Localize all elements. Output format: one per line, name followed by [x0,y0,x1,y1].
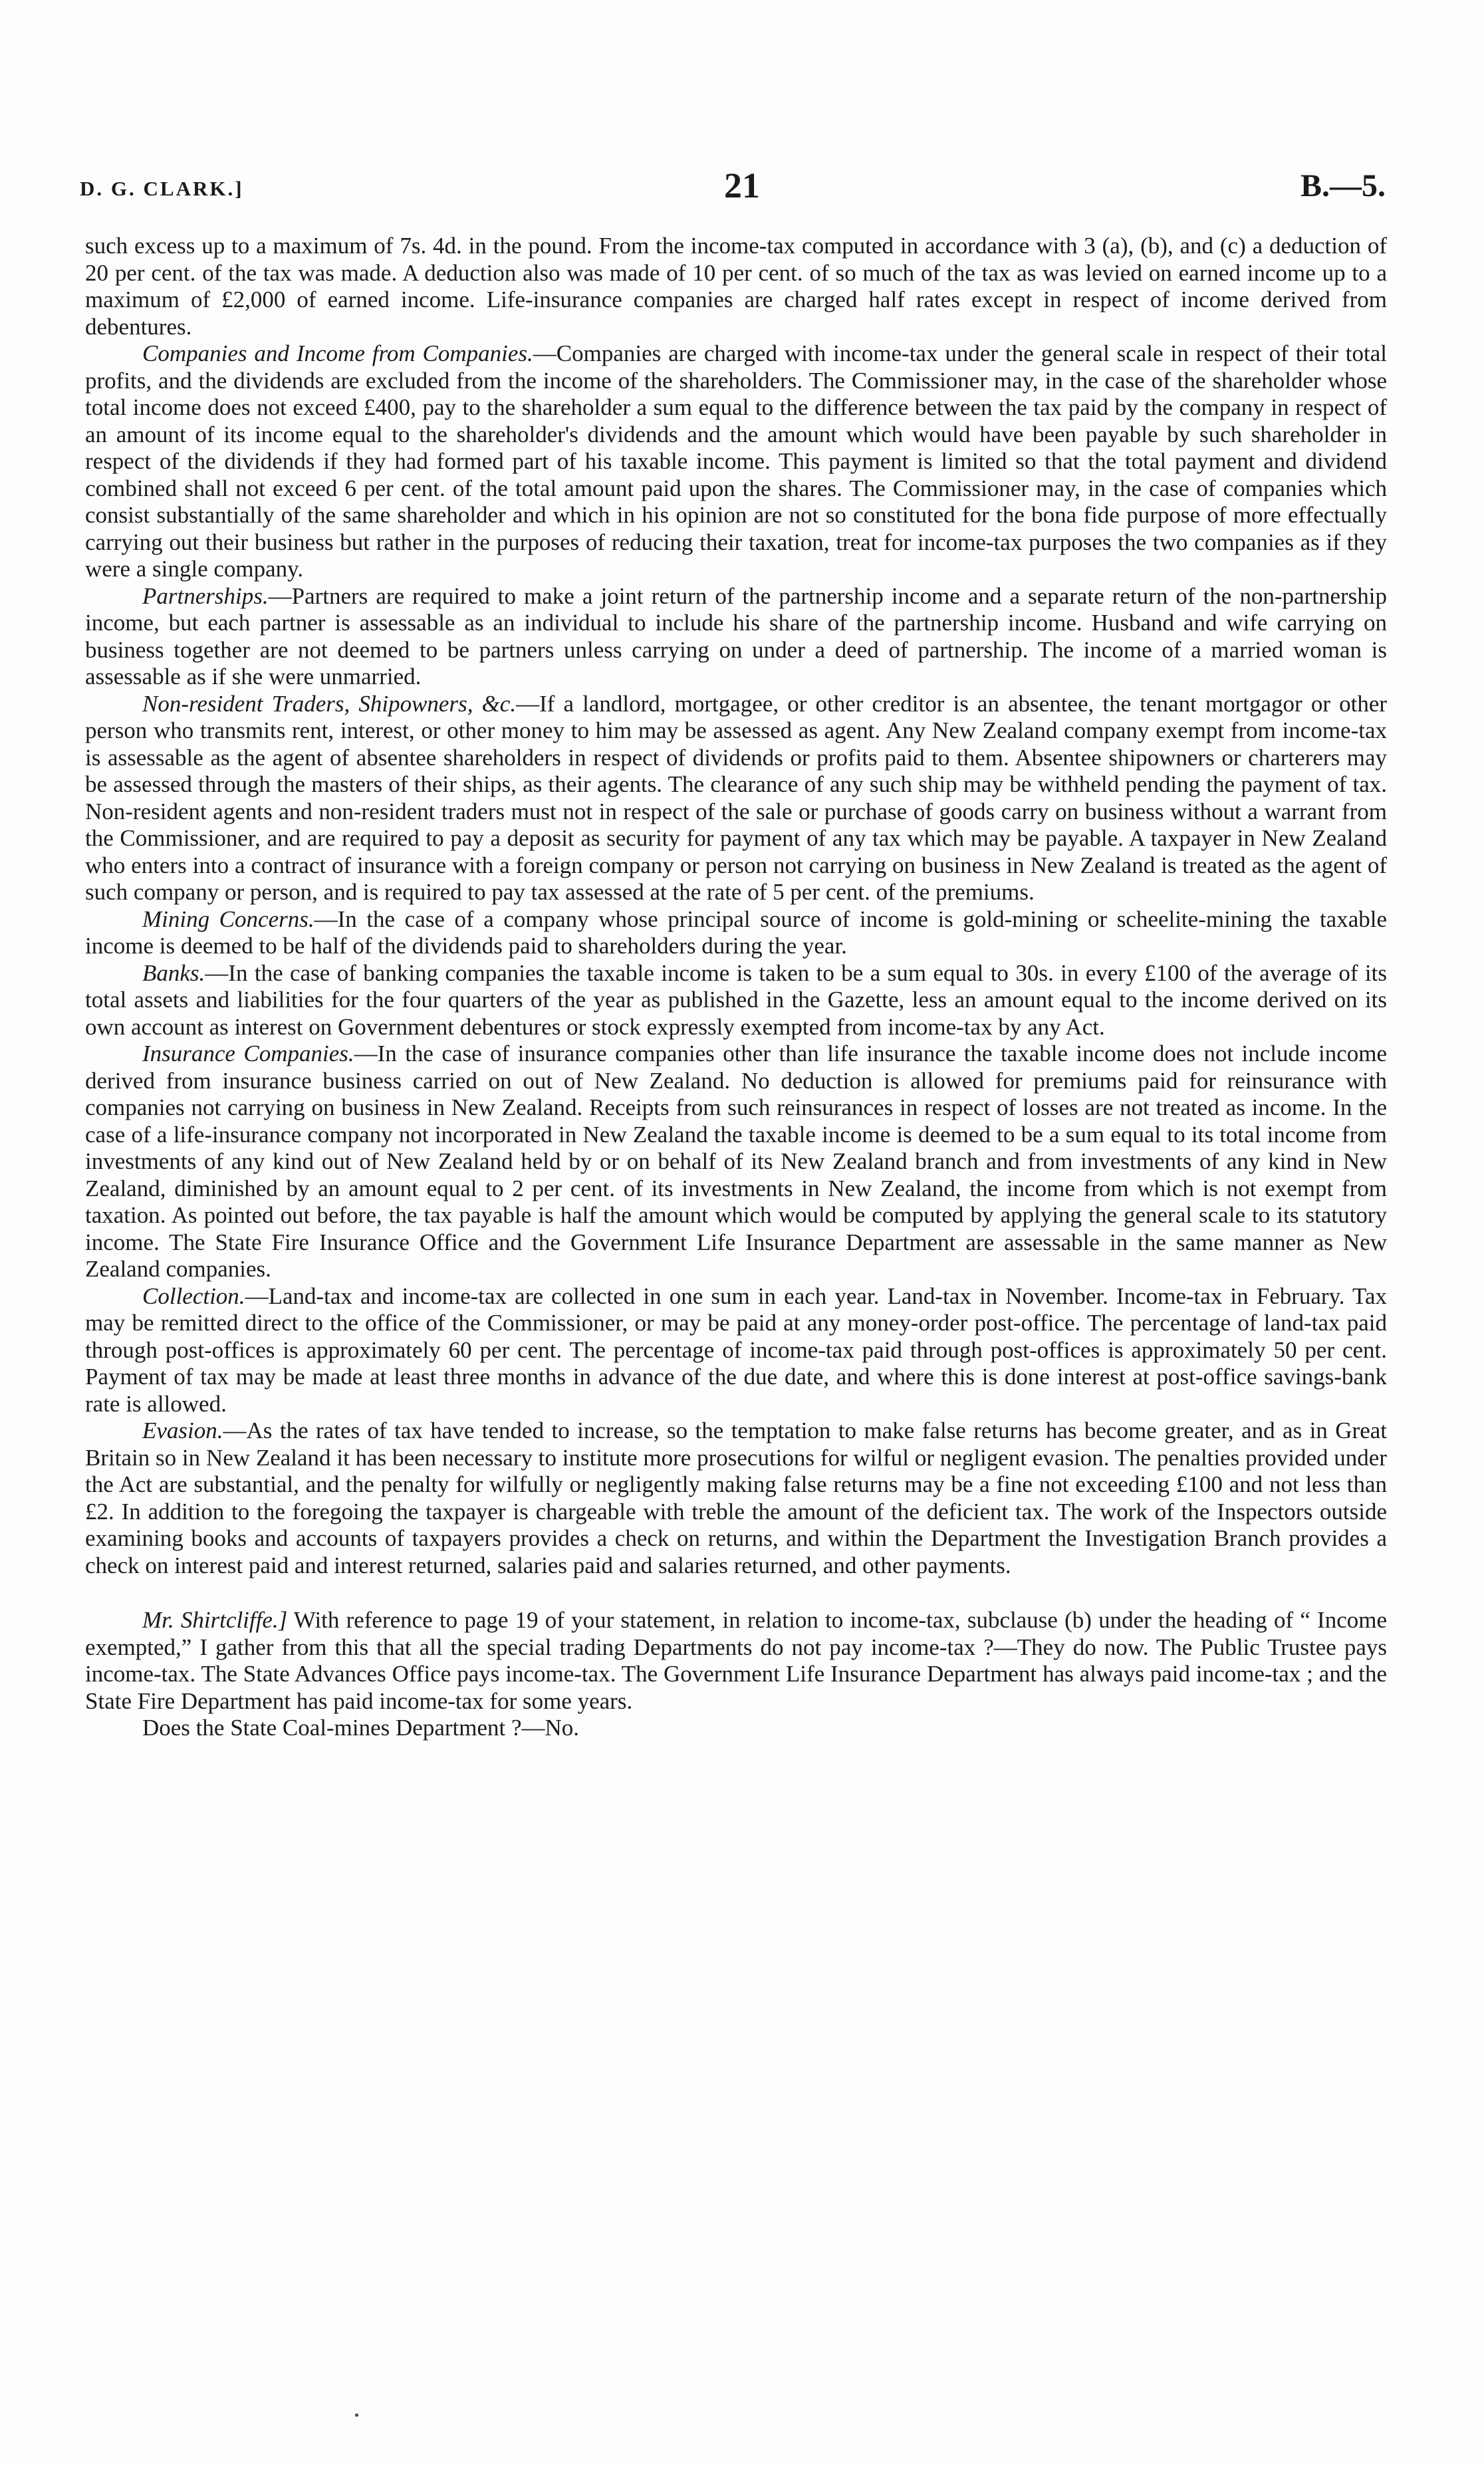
document-reference: B.—5. [1300,168,1386,203]
section-heading: Partnerships. [142,582,269,609]
ink-dot [355,2413,358,2417]
paragraph-insurance-companies: Insurance Companies.—In the case of insurance companies other than life insurance the taxable income does not include income derived from insurance business carried on out of New Zealand. No deduction is allowed for premiums paid for reinsurance with companies not carrying on business in New Zealand. Receipts from such reinsurances in respect of losses are not treated as income. In the case of a life-insurance company not incorporated in New Zealand the taxable income is deemed to be a sum equal to its total income from investments of any kind out of New Zealand held by or on behalf of its New Zealand branch and from investments of any kind in New Zealand, diminished by an amount equal to 2 per cent. of its investments in New Zealand, the income from which is not exempt from taxation. As pointed out before, the tax payable is half the amount which would be computed by applying the general scale to its statutory income. The State Fire Insurance Office and the Government Life Insurance Department are assessable in the same manner as New Zealand companies. [85,1041,1388,1282]
document-body [85,233,1387,1742]
section-heading: Insurance Companies. [142,1041,354,1066]
header-author: D. G. CLARK.] [80,177,244,200]
section-heading: Evasion. [142,1418,223,1443]
page-header [80,165,1404,225]
paragraph-banks: Banks.—In the case of banking companies the taxable income is taken to be a sum equal to 30s. in every £100 of the average of its total assets and liabilities for the four quarters of the year as published in the Gazette, less an amount equal to the income derived on its own account as interest on Government debentures or stock expressly exempted from income-tax by any Act. [85,959,1387,1040]
section-heading: Non-resident Traders, Shipowners, &c. [142,690,517,717]
paragraph-collection: Collection.—Land-tax and income-tax are collected in one sum in each year. Land-tax in November. Income-tax in February. Tax may be remitted direct to the office of the Commissioner, or may be paid at any money-order post-office. The percentage of land-tax paid through post-offices is approximately 60 per cent. The percentage of income-tax paid through post-offices is approximately 50 per cent. Payment of tax may be made at least three months in advance of the due date, and where this is done interest at post-office savings-bank rate is allowed. [85,1283,1387,1417]
section-heading: Mining Concerns. [142,906,314,932]
section-heading: Collection. [142,1283,245,1309]
page-number: 21 [724,166,760,205]
paragraph-evasion: Evasion.—As the rates of tax have tended to increase, so the temptation to make false returns has become greater, and as in Great Britain so in New Zealand it has been necessary to institute more prosecutions for wilful or negligent evasion. The penalties provided under the Act are substantial, and the penalty for wilfully or negligently making false returns may be a fine not exceeding £100 and not less than £2. In addition to the foregoing the taxpayer is chargeable with treble the amount of the deficient tax. The work of the Inspectors outside examining books and accounts of taxpayers provides a check on returns, and within the Department the Investigation Branch provides a check on interest paid and interest returned, salaries paid and salaries returned, and other payments. [85,1418,1387,1578]
paragraph-mining-concerns: Mining Concerns.—In the case of a company whose principal source of income is gold-mining or scheelite-mining the taxable income is deemed to be half of the dividends paid to shareholders during the year. [85,906,1387,959]
section-heading: Banks. [142,959,205,986]
paragraph-shirtcliffe-question: Mr. Shirtcliffe.] With reference to page 19 of your statement, in relation to income-tax, subclause (b) under the heading of “ Income exempted,” I gather from this that all the special trading Departments do not pay income-tax ?—They do now. The Public Trustee pays income-tax. The State Advances Office pays income-tax. The Government Life Insurance Department has always paid income-tax ; and the State Fire Department has paid income-tax for some years. [85,1607,1387,1714]
speaker-name: Mr. Shirtcliffe.] [142,1607,288,1633]
section-heading: Companies and Income from Companies. [142,340,533,366]
paragraph-companies: Companies and Income from Companies.—Companies are charged with income-tax under the general scale in respect of their total profits, and the dividends are excluded from the income of the shareholders. The Commissioner may, in the case of the shareholder whose total income does not exceed £400, pay to the shareholder a sum equal to the difference between the tax paid by the company in respect of an amount of its income equal to the shareholder's dividends and the amount which would have been payable by such shareholder in respect of the dividends if they had formed part of his taxable income. This payment is limited so that the total payment and dividend combined shall not exceed 6 per cent. of the total amount paid upon the shares. The Commissioner may, in the case of companies which consist substantially of the same shareholder and which in his opinion are not so constituted for the bona fide purpose of more effectually carrying out their business but rather in the purposes of reducing their taxation, treat for income-tax purposes the two companies as if they were a single company. [85,340,1388,582]
paragraph-coal-mines-question: Does the State Coal-mines Department ?—No. [142,1715,580,1741]
paragraph-partnerships: Partnerships.—Partners are required to make a joint return of the partnership income and a separate return of the non-partnership income, but each partner is assessable as an individual to include his share of the partnership income. Husband and wife carrying on business together are not deemed to be partners unless carrying on under a deed of partnership. The income of a married woman is assessable as if she were unmarried. [85,582,1387,689]
paragraph-non-resident-traders: Non-resident Traders, Shipowners, &c.—If a landlord, mortgagee, or other creditor is an absentee, the tenant mortgagor or other person who transmits rent, interest, or other money to him may be assessed as agent. Any New Zealand company exempt from income-tax is assessable as the agent of absentee shareholders in respect of dividends or profits paid to them. Absentee shipowners or charterers may be assessed through the masters of their ships, as their agents. The clearance of any such ship may be withheld pending the payment of tax. Non-resident agents and non-resident traders must not in respect of the sale or purchase of goods carry on business without a warrant from the Commissioner, and are required to pay a deposit as security for payment of any tax which may be payable. A taxpayer in New Zealand who enters into a contract of insurance with a foreign company or person not carrying on business in New Zealand is treated as the agent of such company or person, and is required to pay tax assessed at the rate of 5 per cent. of the premiums. [85,690,1388,905]
paragraph-income-tax-continued: such excess up to a maximum of 7s. 4d. in the pound. From the income-tax computed in accordance with 3 (a), (b), and (c) a deduction of 20 per cent. of the tax was made. A deduction also was made of 10 per cent. of so much of the tax as was levied on earned income up to a maximum of £2,000 of earned income. Life-insurance companies are charged half rates except in respect of income derived from debentures. [85,233,1387,340]
